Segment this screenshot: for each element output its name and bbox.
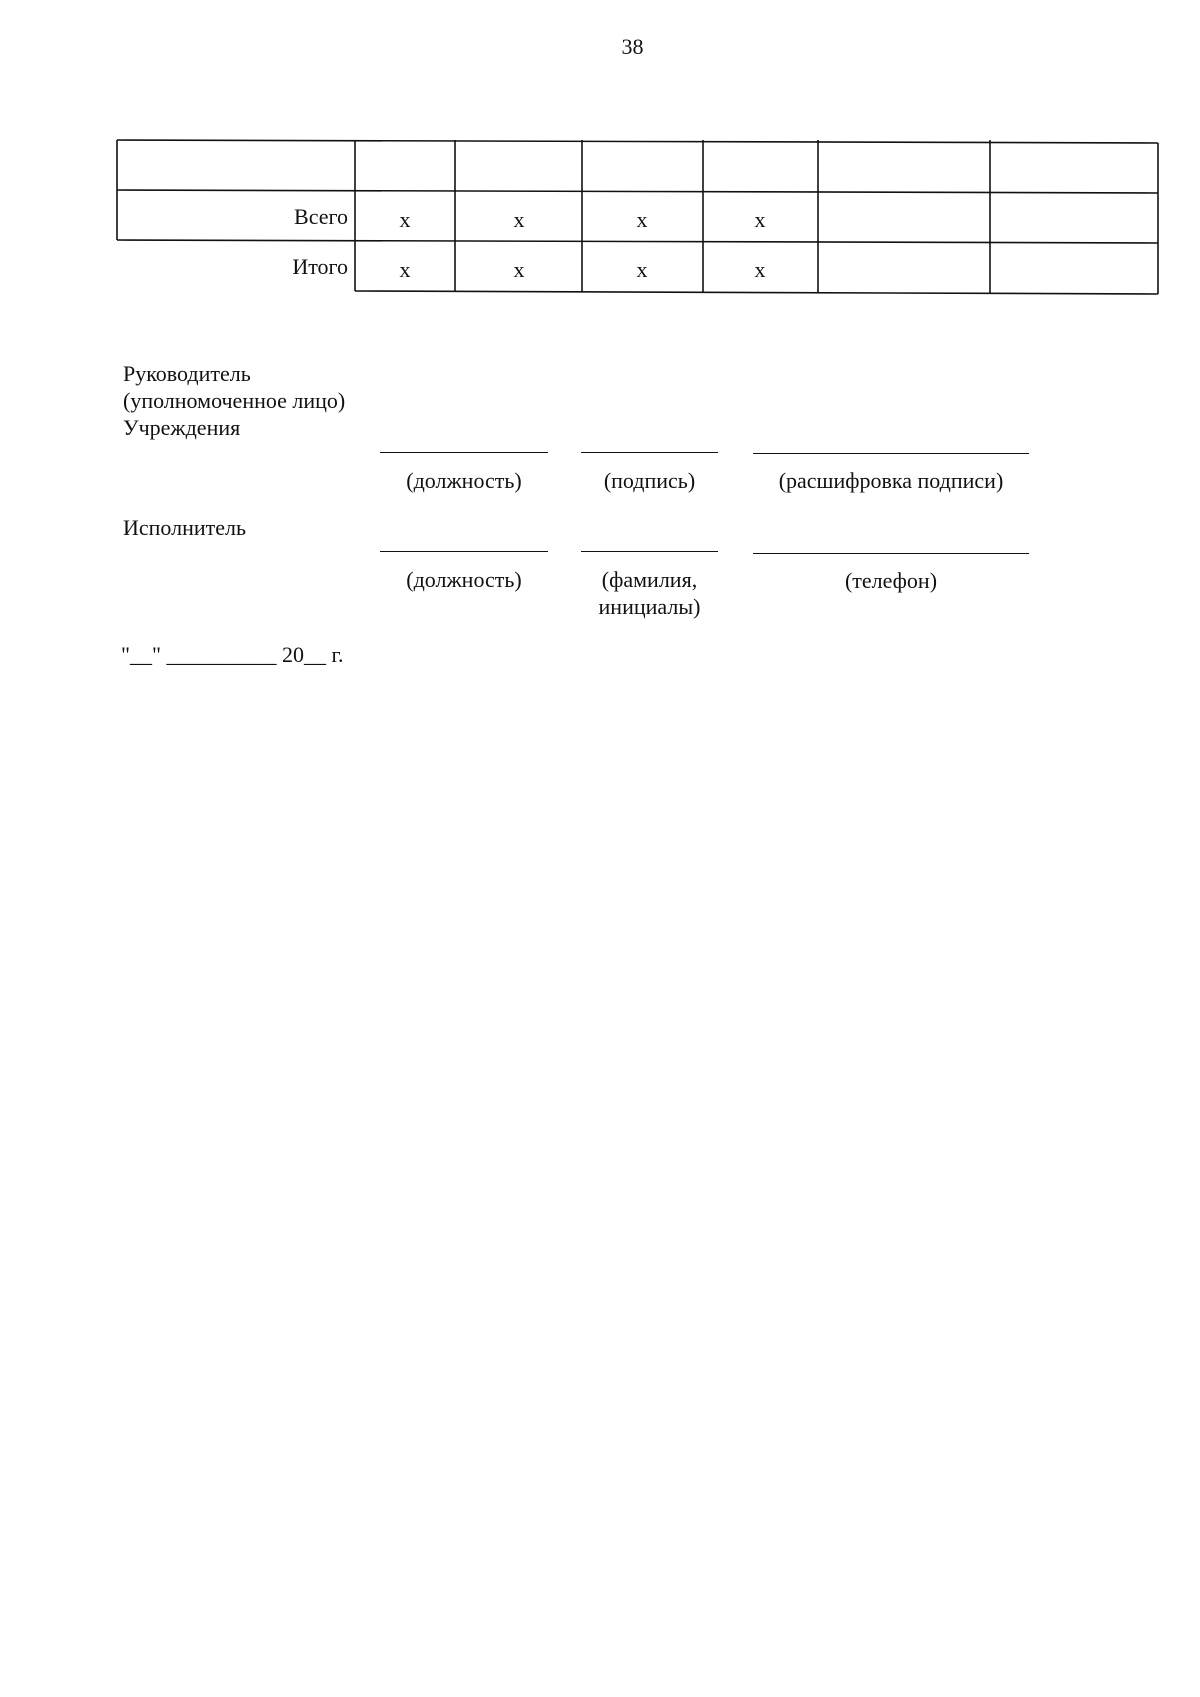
head-signature-line [581, 452, 718, 453]
table-cell: x [399, 207, 411, 232]
head-position-caption: (должность) [406, 468, 522, 493]
executor-name-line [581, 551, 718, 552]
table-cell: x [754, 257, 766, 282]
executor-position-caption: (должность) [406, 567, 522, 592]
table-cell: x [754, 207, 766, 232]
executor-phone-caption: (телефон) [844, 568, 938, 593]
table-cell: x [513, 207, 525, 232]
head-position-line [380, 452, 548, 453]
head-label-line: (уполномоченное лицо) [123, 388, 346, 413]
table-cell: x [399, 257, 411, 282]
head-decryption-line [753, 453, 1029, 454]
row-label-grand-total: Итого [292, 254, 348, 279]
executor-label: Исполнитель [123, 515, 247, 540]
executor-name-caption-line: (фамилия, [601, 567, 698, 592]
head-decryption-caption: (расшифровка подписи) [778, 468, 1004, 493]
head-signature-caption: (подпись) [603, 468, 696, 493]
executor-phone-line [753, 553, 1029, 554]
executor-name-caption-line: инициалы) [598, 594, 701, 619]
table-cell: x [636, 257, 648, 282]
head-label-line: Учреждения [123, 415, 241, 440]
page-number: 38 [621, 34, 644, 59]
table-cell: x [513, 257, 525, 282]
head-label [123, 360, 345, 441]
head-label-line: Руководитель [123, 361, 251, 386]
executor-name-caption [581, 566, 718, 620]
date-line: "__" __________ 20__ г. [121, 642, 344, 667]
row-label-total: Всего [294, 204, 348, 229]
table-cell: x [636, 207, 648, 232]
executor-position-line [380, 551, 548, 552]
